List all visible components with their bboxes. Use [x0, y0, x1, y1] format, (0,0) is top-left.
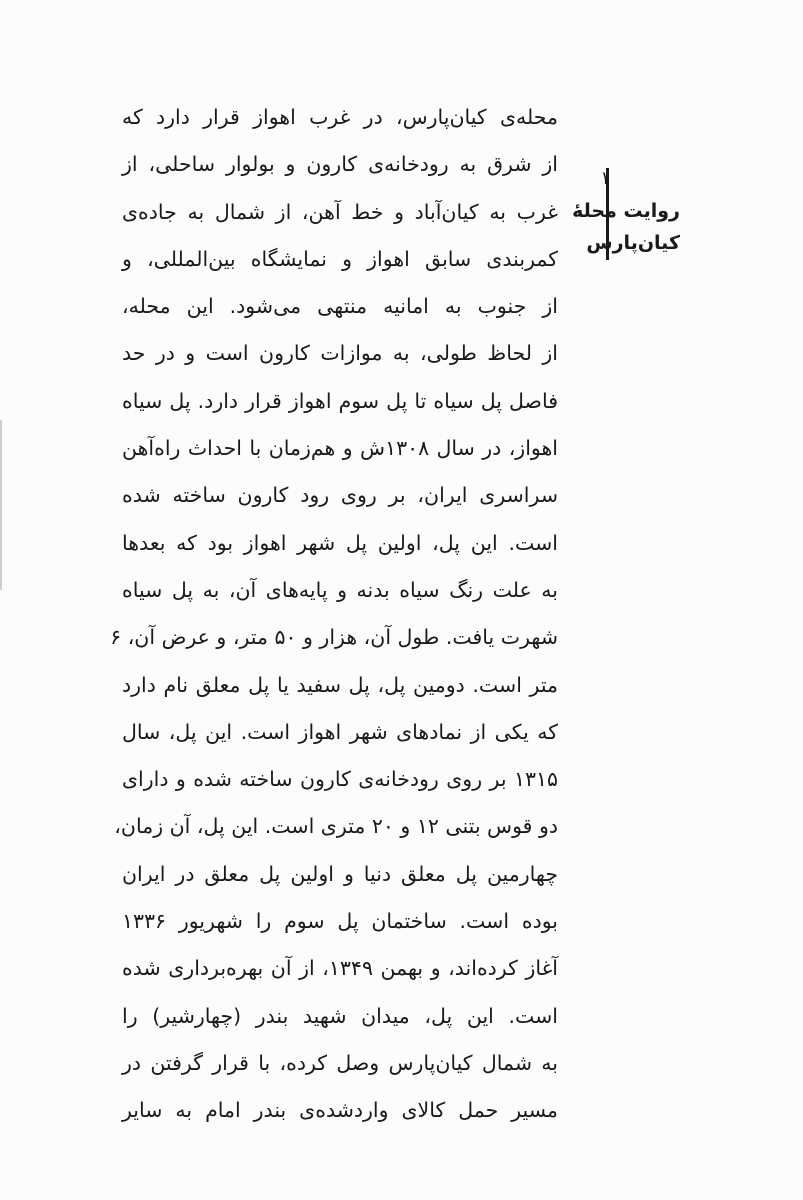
text-line: اهواز، در سال ۱۳۰۸ش و هم‌زمان با احداث راه‌آهن — [122, 436, 558, 461]
text-line: از لحاظ طولی، به موازات کارون است و در حد — [122, 341, 558, 366]
text-line: از جنوب به امانیه منتهی می‌شود. این محله، — [122, 294, 558, 319]
chapter-title-line-2: کیان‌پارس — [586, 232, 680, 254]
text-line: فاصل پل سیاه تا پل سوم اهواز قرار دارد. پل سیاه — [122, 388, 558, 413]
text-line: آغاز کرده‌اند، و بهمن ۱۳۴۹، از آن بهره‌برداری شده — [122, 956, 559, 981]
text-line: کمربندی سابق اهواز و نمایشگاه بین‌المللی، و — [122, 246, 558, 271]
page-edge-shadow — [0, 420, 2, 590]
text-line: سراسری ایران، بر روی رود کارون ساخته شده — [122, 483, 558, 508]
body-paragraph — [110, 94, 559, 1135]
text-line: چهارمین پل معلق دنیا و اولین پل معلق در ایران — [122, 861, 558, 886]
text-line: متر است. دومین پل، پل سفید یا پل معلق نام دارد — [122, 672, 558, 697]
text-line: محله‌ی کیان‌پارس، در غرب اهواز قرار دارد که — [122, 105, 558, 129]
text-line: مسیر حمل کالای واردشده‌ی بندر امام به سایر — [122, 1098, 558, 1123]
text-line: غرب به کیان‌آباد و خط آهن، از شمال به جاده‌ی — [122, 199, 558, 224]
text-line: به علت رنگ سیاه بدنه و پایه‌های آن، به پل سیاه — [122, 577, 558, 602]
text-line: بوده است. ساختمان پل سوم را شهریور ۱۳۳۶ — [122, 909, 558, 934]
text-line: از شرق به رودخانه‌ی کارون و بولوار ساحلی، از — [122, 152, 558, 177]
text-line: دو قوس بتنی ۱۲ و ۲۰ متری است. این پل، آن زمان، — [114, 814, 558, 839]
text-line: است. این پل، اولین پل شهر اهواز بود که بعدها — [122, 530, 558, 555]
text-line: که یکی از نمادهای شهر اهواز است. این پل، سال — [122, 719, 558, 744]
text-line: ۱۳۱۵ بر روی رودخانه‌ی کارون ساخته شده و دارای — [122, 767, 558, 792]
chapter-title-line-1: روایت محلهٔ — [572, 200, 680, 222]
text-line: است. این پل، میدان شهید بندر (چهارشیر) را — [122, 1003, 558, 1028]
text-line: به شمال کیان‌پارس وصل کرده، با قرار گرفتن در — [122, 1050, 558, 1075]
chapter-number: ۱ — [600, 168, 610, 189]
text-line: شهرت یافت. طول آن، هزار و ۵۰ متر، و عرض آن، ۶ — [110, 625, 558, 650]
